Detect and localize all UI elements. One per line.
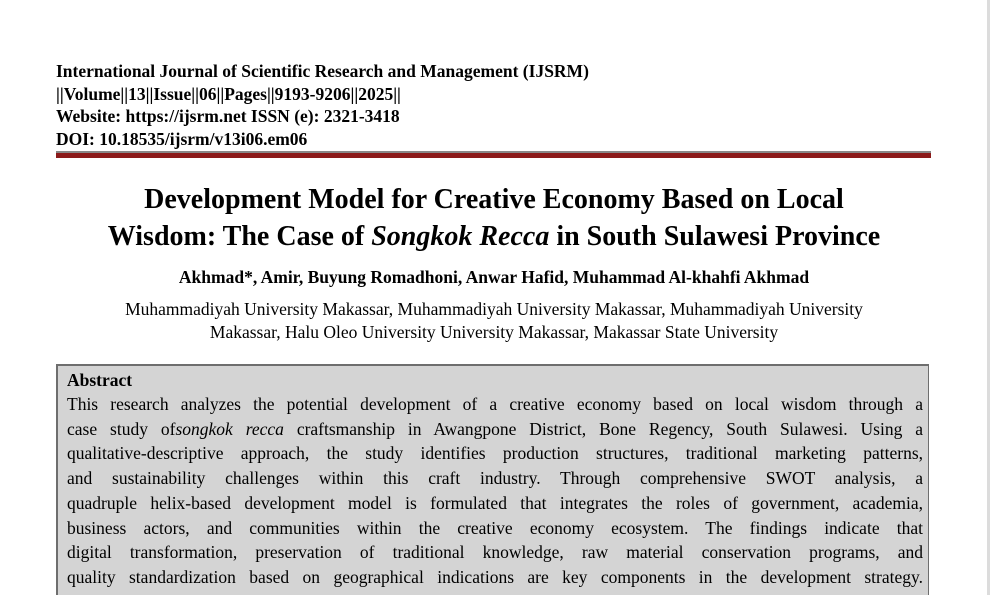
abstract-line-2-end: craftsmanship in Awangpone District, Bone Regency, South Sulawesi. Using a	[283, 418, 923, 439]
title-italic-term: Songkok Recca	[371, 221, 550, 252]
abstract-heading: Abstract	[67, 370, 133, 390]
doi: DOI: 10.18535/ijsrm/v13i06.em06	[56, 128, 308, 149]
affiliations-line-2: Makassar, Halu Oleo University University Makassar, Makassar State University	[209, 322, 779, 342]
header-divider-thick	[56, 153, 931, 158]
paper-title	[56, 181, 932, 255]
abstract-line: and sustainability challenges within this craft industry. Through comprehensive SWOT analysis, a	[67, 468, 923, 489]
affiliations	[56, 298, 932, 344]
abstract-line	[67, 417, 923, 442]
title-line-2-start: Wisdom: The Case of	[107, 221, 372, 252]
abstract-line: quadruple helix-based development model is formulated that integrates the roles of government, academia,	[67, 492, 923, 513]
title-line-2-end: in South Sulawesi Province	[549, 221, 881, 252]
abstract-box	[56, 364, 929, 595]
abstract-line: digital transformation, preservation of traditional knowledge, raw material conservation programs, and	[67, 542, 923, 563]
abstract-body	[67, 392, 923, 590]
volume-issue-pages: ||Volume||13||Issue||06||Pages||9193-9206||2025||	[56, 83, 401, 104]
journal-name: International Journal of Scientific Research and Management (IJSRM)	[56, 61, 589, 81]
abstract-line: This research analyzes the potential development of a creative economy based on local wisdom through a	[67, 394, 923, 414]
abstract-line: business actors, and communities within the creative economy ecosystem. The findings indicate that	[67, 517, 923, 538]
authors: Akhmad*, Amir, Buyung Romadhoni, Anwar Hafid, Muhammad Al-khahfi Akhmad	[178, 267, 810, 287]
abstract-line: qualitative-descriptive approach, the study identifies production structures, traditional marketing patterns,	[67, 443, 923, 464]
website-issn: Website: https://ijsrm.net ISSN (e): 2321-3418	[56, 106, 400, 126]
title-line-2	[56, 218, 932, 255]
affiliations-line-1: Muhammadiyah University Makassar, Muhammadiyah University Makassar, Muhammadiyah University	[125, 299, 863, 319]
abstract-line-2-start: case study of	[67, 418, 176, 439]
title-line-1: Development Model for Creative Economy Based on Local	[144, 184, 844, 215]
abstract-italic-term: songkok recca	[175, 418, 284, 439]
abstract-line: quality standardization based on geographical indications are key components in the development strategy.	[67, 566, 923, 587]
journal-header	[56, 60, 932, 150]
